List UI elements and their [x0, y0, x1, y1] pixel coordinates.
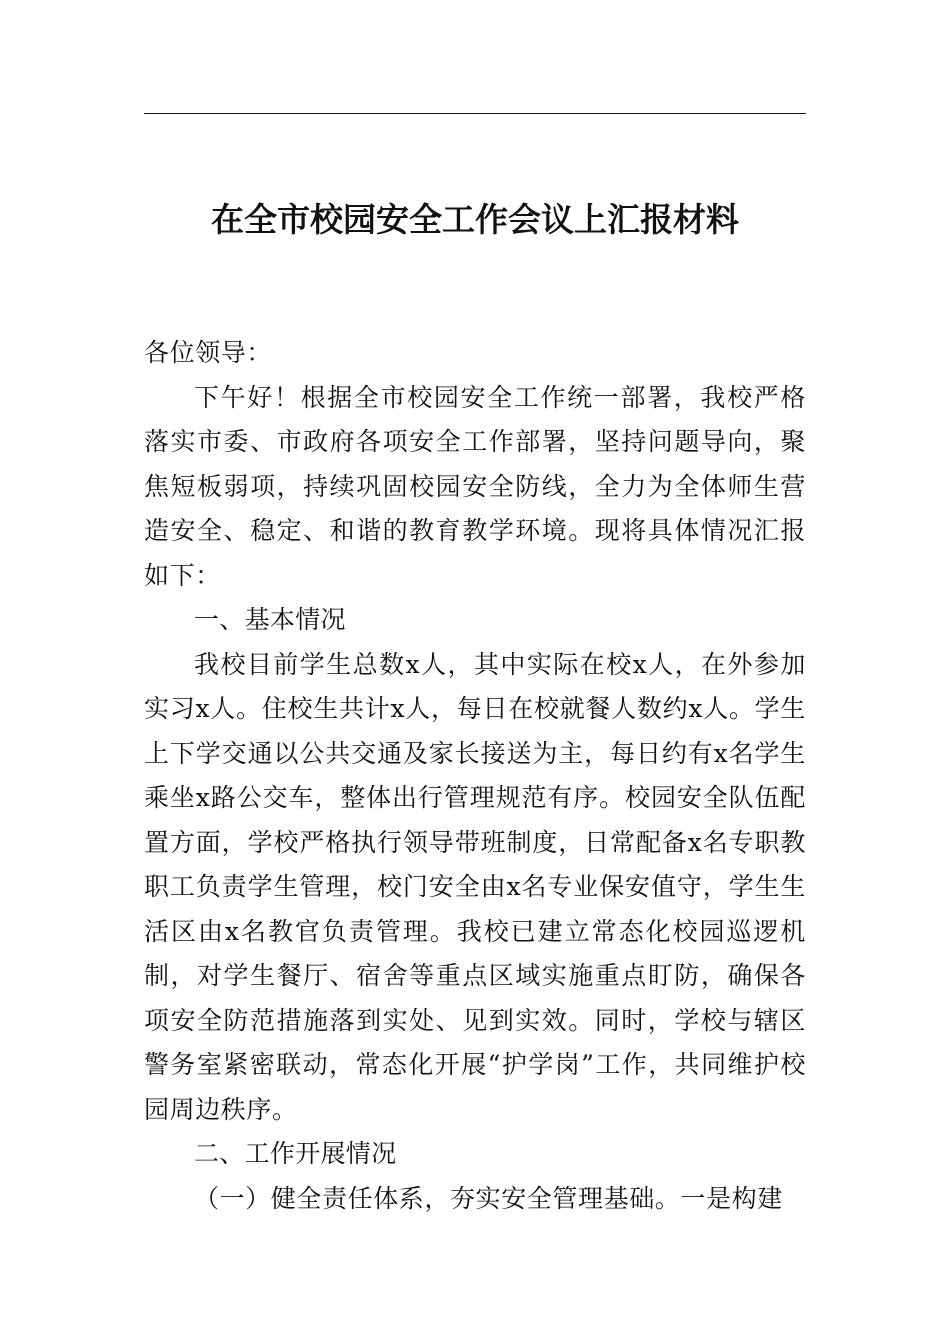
section-heading-work: 二、工作开展情况: [194, 1139, 397, 1168]
header-rule: [144, 113, 806, 114]
work-paragraph: （一）健全责任体系，夯实安全管理基础。一是构建: [194, 1183, 783, 1213]
document-title: 在全市校园安全工作会议上汇报材料: [211, 200, 739, 239]
salutation: 各位领导：: [144, 338, 273, 367]
section-heading-basic: 一、基本情况: [194, 605, 346, 634]
document-body: [144, 331, 806, 1221]
intro-paragraph: 下午好！根据全市校园安全工作统一部署，我校严格落实市委、市政府各项安全工作部署，坚持问题导向，聚焦短板弱项，持续巩固校园安全防线，全力为全体师生营造安全、稳定、和谐的教育教学环境。现将具体情况汇报如下：: [144, 382, 806, 590]
basic-situation-paragraph: 我校目前学生总数x人，其中实际在校x人，在外参加实习x人。住校生共计x人，每日在校就餐人数约x人。学生上下学交通以公共交通及家长接送为主，每日约有x名学生乘坐x路公交车，整体出行管理规范有序。校园安全队伍配置方面，学校严格执行领导带班制度，日常配备x名专职教职工负责学生管理，校门安全由x名专业保安值守，学生生活区由x名教官负责管理。我校已建立常态化校园巡逻机制，对学生餐厅、宿舍等重点区域实施重点盯防，确保各项安全防范措施落到实处、见到实效。同时，学校与辖区警务室紧密联动，常态化开展“护学岗”工作，共同维护校园周边秩序。: [144, 649, 806, 1124]
